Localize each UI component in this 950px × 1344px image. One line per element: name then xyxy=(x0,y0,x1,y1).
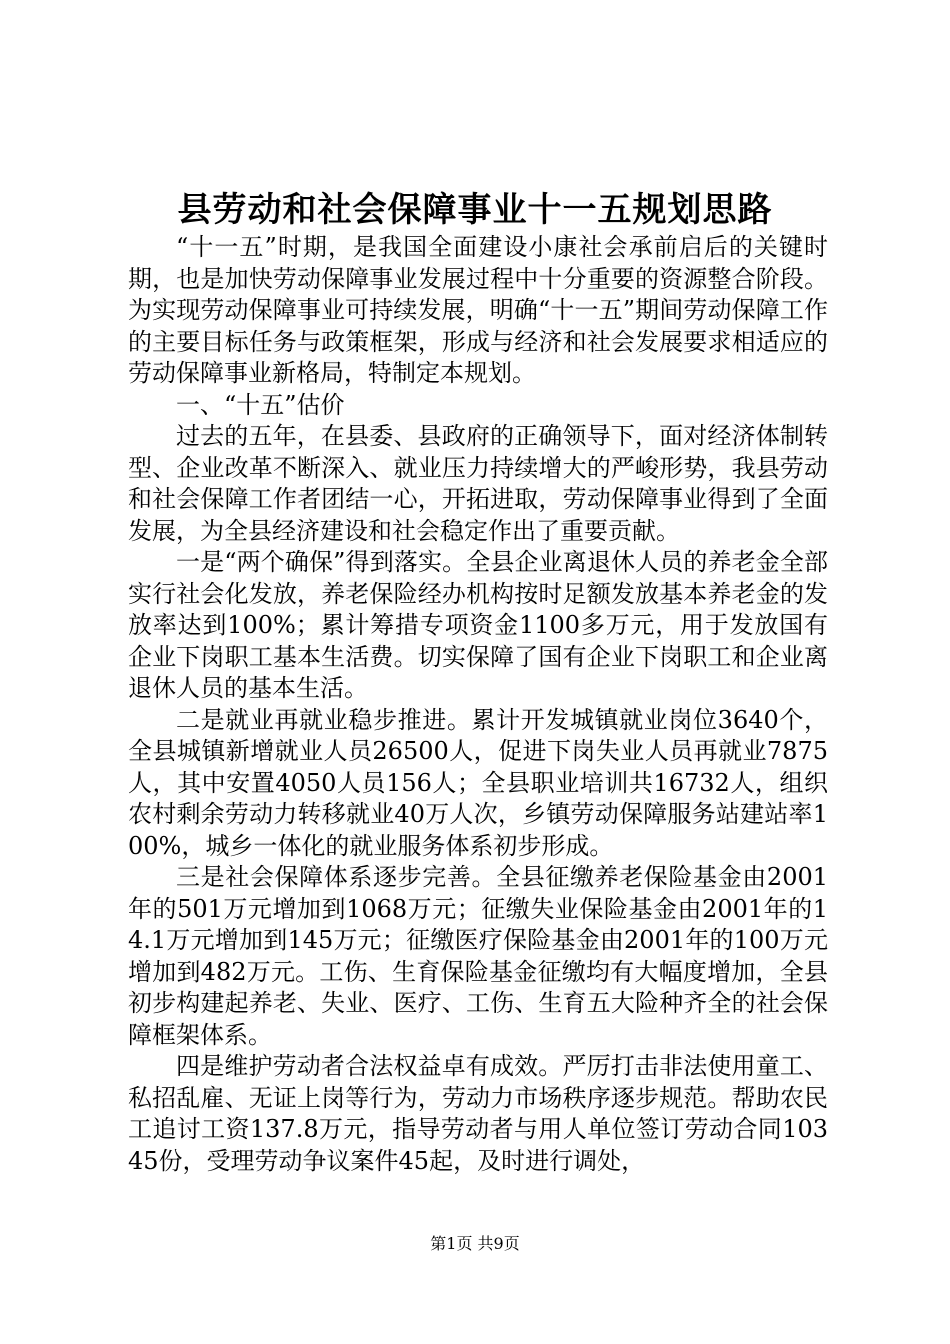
section-heading: 一、“十五”估价 xyxy=(176,390,345,419)
paragraph-point-1: 一是“两个确保”得到落实。全县企业离退休人员的养老金全部实行社会化发放，养老保险经办机构按时足额发放基本养老金的发放率达到100%；累计筹措专项资金1100多万元，用于发放国有企业下岗职工基本生活费。切实保障了国有企业下岗职工和企业离退休人员的基本生活。 xyxy=(128,548,828,702)
paragraph-review: 过去的五年，在县委、县政府的正确领导下，面对经济体制转型、企业改革不断深入、就业压力持续增大的严峻形势，我县劳动和社会保障工作者团结一心，开拓进取，劳动保障事业得到了全面发展，为全县经济建设和社会稳定作出了重要贡献。 xyxy=(128,422,828,545)
page-number-footer: 第1页 共9页 xyxy=(430,1234,520,1253)
document-body xyxy=(128,232,828,1177)
paragraph-intro: “十一五”时期，是我国全面建设小康社会承前启后的关键时期，也是加快劳动保障事业发展过程中十分重要的资源整合阶段。为实现劳动保障事业可持续发展，明确“十一五”期间劳动保障工作的主要目标任务与政策框架，形成与经济和社会发展要求相适应的劳动保障事业新格局，特制定本规划。 xyxy=(128,233,828,387)
paragraph-point-3: 三是社会保障体系逐步完善。全县征缴养老保险基金由2001年的501万元增加到1068万元；征缴失业保险基金由2001年的14.1万元增加到145万元；征缴医疗保险基金由2001年的100万元增加到482万元。工伤、生育保险基金征缴均有大幅度增加，全县初步构建起养老、失业、医疗、工伤、生育五大险种齐全的社会保障框架体系。 xyxy=(128,863,828,1049)
paragraph-point-2: 二是就业再就业稳步推进。累计开发城镇就业岗位3640个，全县城镇新增就业人员26500人，促进下岗失业人员再就业7875人，其中安置4050人员156人；全县职业培训共16732人，组织农村剩余劳动力转移就业40万人次，乡镇劳动保障服务站建站率100%，城乡一体化的就业服务体系初步形成。 xyxy=(128,705,828,860)
document-title: 县劳动和社会保障事业十一五规划思路 xyxy=(177,190,773,230)
paragraph-point-4: 四是维护劳动者合法权益卓有成效。严厉打击非法使用童工、私招乱雇、无证上岗等行为，劳动力市场秩序逐步规范。帮助农民工追讨工资137.8万元，指导劳动者与用人单位签订劳动合同10345份，受理劳动争议案件45起，及时进行调处， xyxy=(128,1052,828,1175)
